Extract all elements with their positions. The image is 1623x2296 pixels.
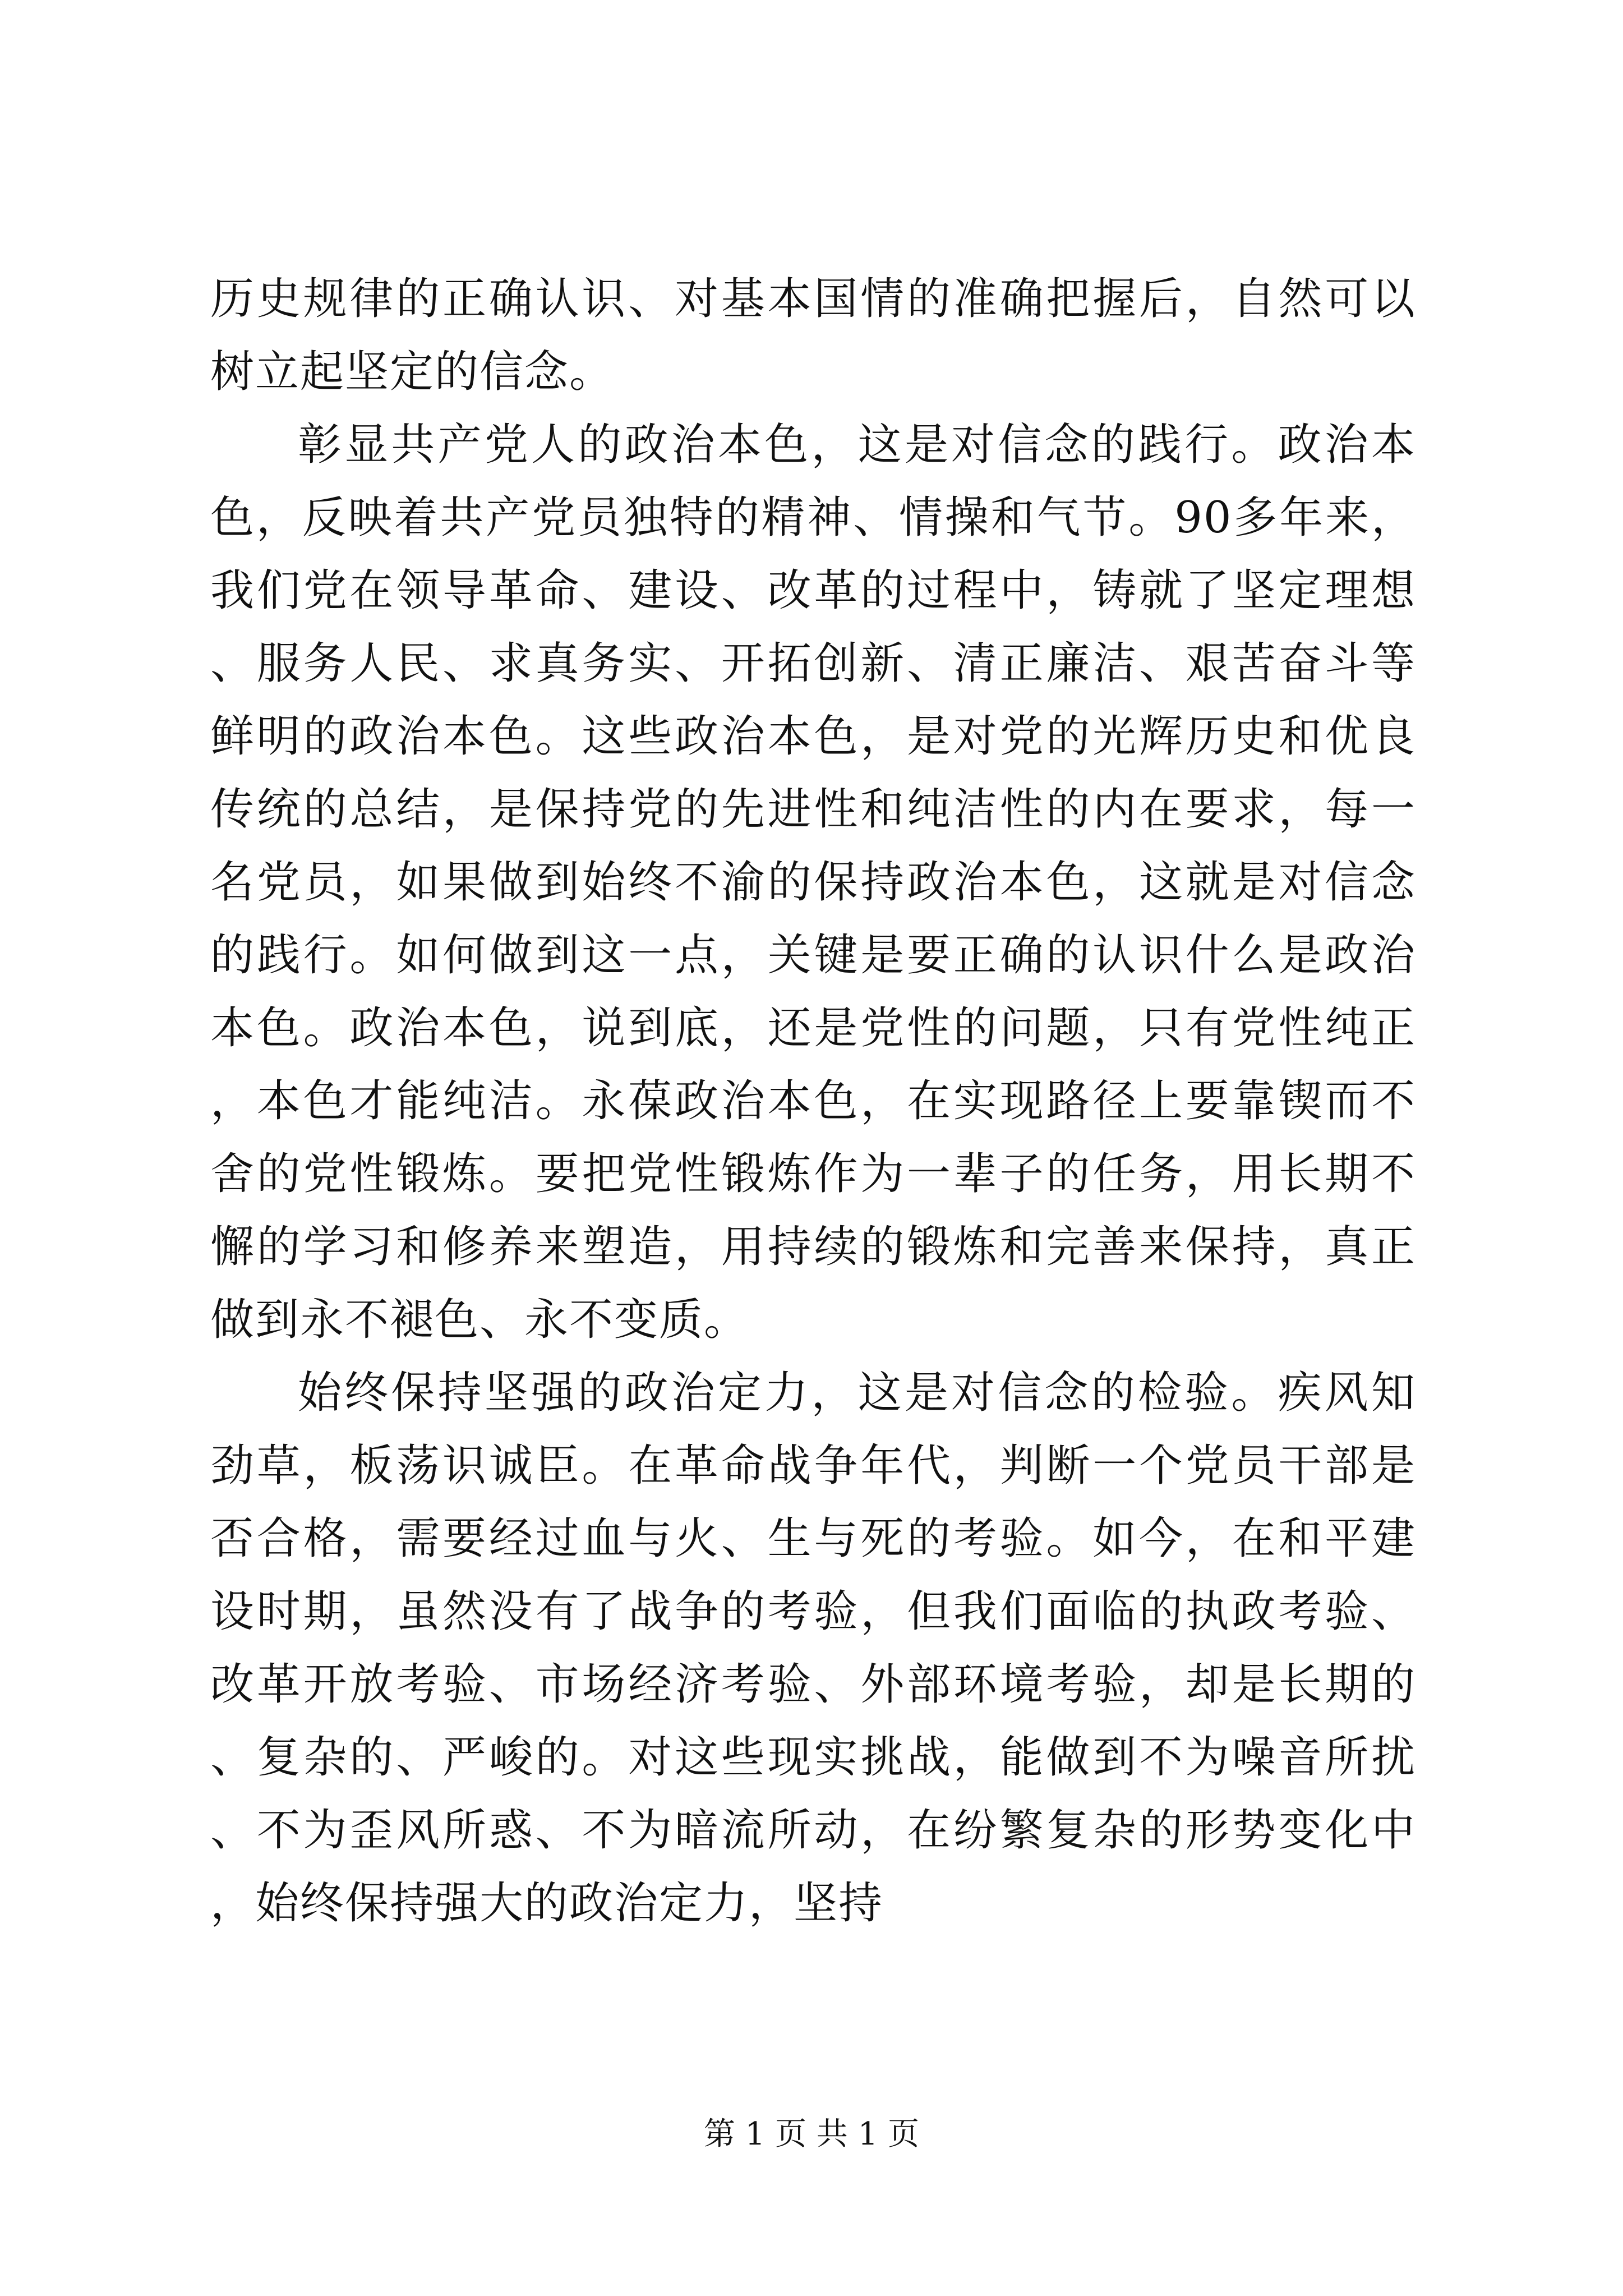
paragraph-1: 历史规律的正确认识、对基本国情的准确把握后，自然可以树立起坚定的信念。 [210, 274, 1416, 397]
paragraph-2: 彰显共产党人的政治本色，这是对信念的践行。政治本色，反映着共产党员独特的精神、情操和气节。90多年来，我们党在领导革命、建设、改革的过程中，铸就了坚定理想、服务人民、求真务实、开拓创新、清正廉洁、艰苦奋斗等鲜明的政治本色。这些政治本色，是对党的光辉历史和优良传统的总结，是保持党的先进性和纯洁性的内在要求，每一名党员，如果做到始终不渝的保持政治本色，这就是对信念的践行。如何做到这一点，关键是要正确的认识什么是政治本色。政治本色，说到底，还是党性的问题，只有党性纯正，本色才能纯洁。永葆政治本色，在实现路径上要靠锲而不舍的党性锻炼。要把党性锻炼作为一辈子的任务，用长期不懈的学习和修养来塑造，用持续的锻炼和完善来保持，真正做到永不褪色、永不变质。 [210, 420, 1416, 1345]
document-body [210, 263, 1416, 1940]
paragraph-3: 始终保持坚强的政治定力，这是对信念的检验。疾风知劲草，板荡识诚臣。在革命战争年代，判断一个党员干部是否合格，需要经过血与火、生与死的考验。如今，在和平建设时期，虽然没有了战争的考验，但我们面临的执政考验、改革开放考验、市场经济考验、外部环境考验，却是长期的、复杂的、严峻的。对这些现实挑战，能做到不为噪音所扰、不为歪风所惑、不为暗流所动，在纷繁复杂的形势变化中，始终保持强大的政治定力，坚持 [210, 1368, 1416, 1929]
page-number-footer: 第 1 页 共 1 页 [703, 2116, 920, 2152]
